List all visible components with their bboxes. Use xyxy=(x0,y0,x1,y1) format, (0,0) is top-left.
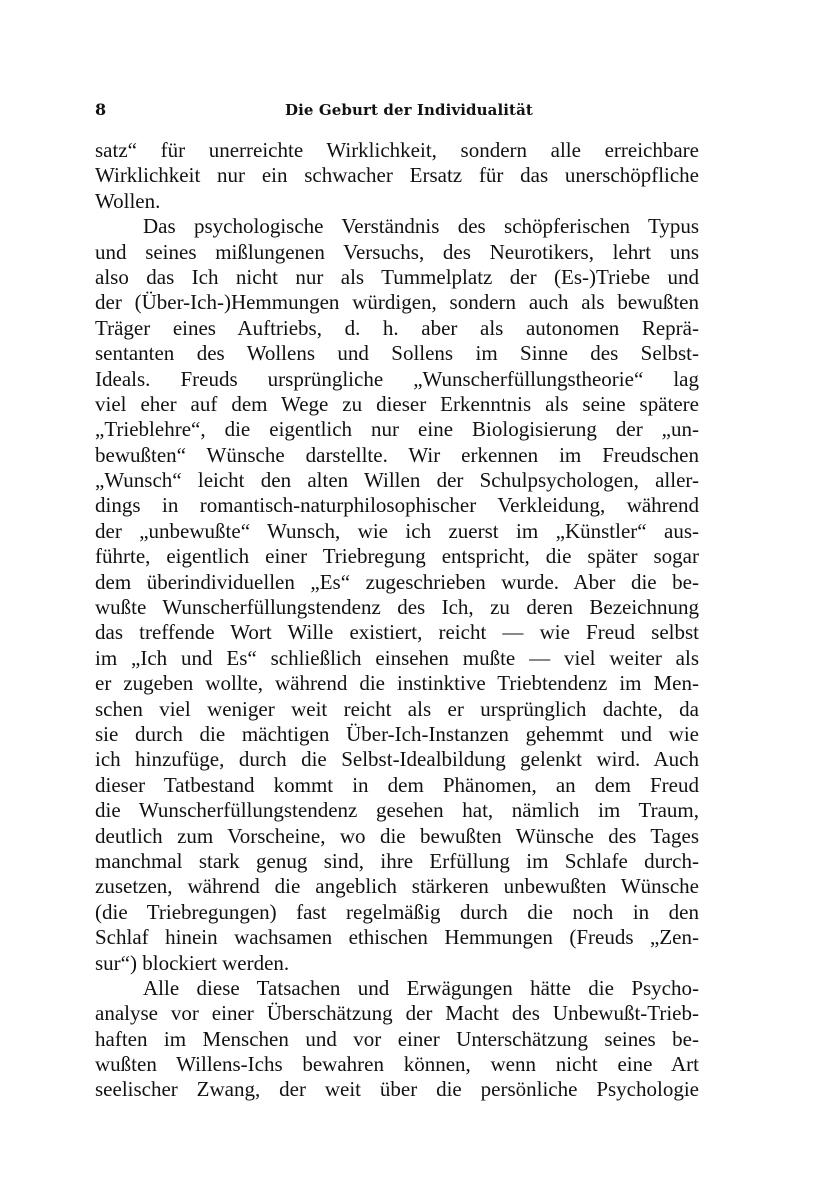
text-line: das treffende Wort Wille existiert, reicht — wie Freud selbst xyxy=(95,620,699,645)
text-line: er zugeben wollte, während die instinktive Triebtendenz im Men- xyxy=(95,671,699,696)
text-line: dings in romantisch-naturphilosophischer Verkleidung, während xyxy=(95,493,699,518)
text-line: satz“ für unerreichte Wirklichkeit, sondern alle erreichbare xyxy=(95,138,699,162)
text-line: und seines mißlungenen Versuchs, des Neurotikers, lehrt uns xyxy=(95,239,699,264)
text-line: sie durch die mächtigen Über-Ich-Instanzen gehemmt und wie xyxy=(95,721,699,746)
text-line: wußte Wunscherfüllungstendenz des Ich, zu deren Bezeichnung xyxy=(95,595,699,620)
page-header xyxy=(95,98,699,122)
text-line: wußten Willens-Ichs bewahren können, wenn nicht eine Art xyxy=(95,1052,699,1077)
text-line: schen viel weniger weit reicht als er ursprünglich dachte, da xyxy=(95,696,699,721)
text-line: ich hinzufüge, durch die Selbst-Idealbildung gelenkt wird. Auch xyxy=(95,747,699,772)
text-line: seelischer Zwang, der weit über die persönliche Psychologie xyxy=(95,1077,699,1102)
text-line: deutlich zum Vorscheine, wo die bewußten Wünsche des Tages xyxy=(95,823,699,848)
text-line: Schlaf hinein wachsamen ethischen Hemmungen (Freuds „Zen- xyxy=(95,925,699,950)
text-line: „Trieblehre“, die eigentlich nur eine Biologisierung der „un- xyxy=(95,417,699,442)
text-line: dieser Tatbestand kommt in dem Phänomen, an dem Freud xyxy=(95,772,699,797)
text-line: der (Über-Ich-)Hemmungen würdigen, sondern auch als bewußten xyxy=(95,290,699,315)
text-line: also das Ich nicht nur als Tummelplatz der (Es-)Triebe und xyxy=(95,264,699,289)
text-line: sentanten des Wollens und Sollens im Sinne des Selbst- xyxy=(95,341,699,366)
text-line: Wollen. xyxy=(95,188,161,213)
text-line: Ideals. Freuds ursprüngliche „Wunscherfüllungstheorie“ lag xyxy=(95,366,699,391)
text-line: haften im Menschen und vor einer Unterschätzung seines be- xyxy=(95,1026,699,1051)
text-line: dem überindividuellen „Es“ zugeschrieben wurde. Aber die be- xyxy=(95,569,699,594)
text-line: Wirklichkeit nur ein schwacher Ersatz für das unerschöpfliche xyxy=(95,163,699,188)
text-line: der „unbewußte“ Wunsch, wie ich zuerst im „Künstler“ aus- xyxy=(95,518,699,543)
text-line: führte, eigentlich einer Triebregung entspricht, die später sogar xyxy=(95,544,699,569)
text-line: (die Triebregungen) fast regelmäßig durch die noch in den xyxy=(95,899,699,924)
text-line: Träger eines Auftriebs, d. h. aber als autonomen Reprä- xyxy=(95,315,699,340)
text-line: analyse vor einer Überschätzung der Macht des Unbewußt-Trieb- xyxy=(95,1001,699,1026)
text-line: viel eher auf dem Wege zu dieser Erkenntnis als seine spätere xyxy=(95,391,699,416)
text-line: zusetzen, während die angeblich stärkeren unbewußten Wünsche xyxy=(95,874,699,899)
text-line: im „Ich und Es“ schließlich einsehen mußte — viel weiter als xyxy=(95,645,699,670)
text-line: Das psychologische Verständnis des schöpferischen Typus xyxy=(143,214,699,239)
text-line: die Wunscherfüllungstendenz gesehen hat, nämlich im Traum, xyxy=(95,798,699,823)
text-line: „Wunsch“ leicht den alten Willen der Schulpsychologen, aller- xyxy=(95,468,699,493)
text-line: manchmal stark genug sind, ihre Erfüllung im Schlafe durch- xyxy=(95,848,699,873)
text-line: sur“) blockiert werden. xyxy=(95,950,290,975)
running-title: Die Geburt der Individualität xyxy=(285,101,533,119)
text-line: bewußten“ Wünsche darstellte. Wir erkennen im Freudschen xyxy=(95,442,699,467)
body-text xyxy=(95,138,699,1103)
text-line: Alle diese Tatsachen und Erwägungen hätte die Psycho- xyxy=(143,975,699,1000)
page-number: 8 xyxy=(95,100,107,119)
